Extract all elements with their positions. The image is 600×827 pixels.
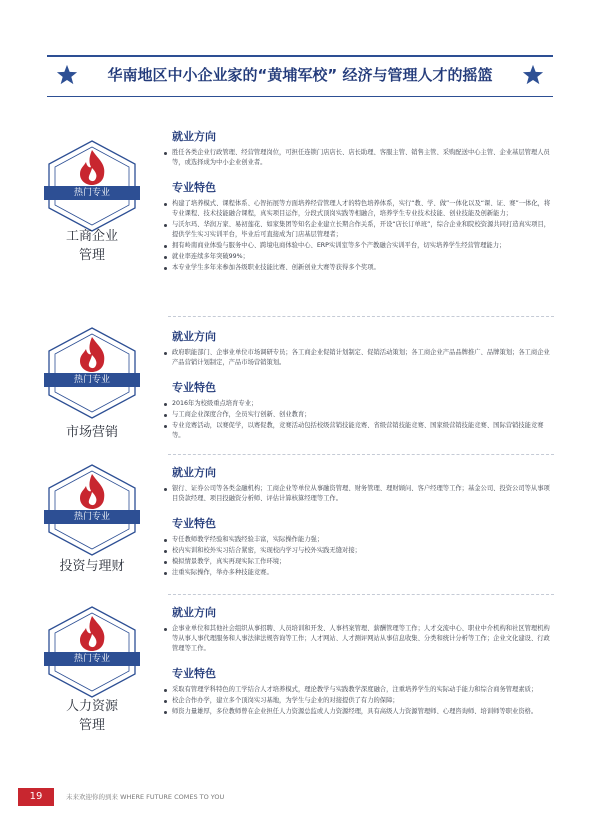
major-badge <box>44 138 140 234</box>
major-name-line: 管理 <box>78 248 105 263</box>
major-name <box>40 697 144 735</box>
header-rule-top <box>47 55 553 57</box>
major-name <box>40 423 144 442</box>
feature-list <box>162 685 554 717</box>
list-item: 与沃尔玛、华润万家、易初莲花、如家集团等知名企业建立长期合作关系，开设“店长订单班”，综合企业和院校资源共同打造真实项目，提供学生实习实训平台，毕业后可直接成为门店基层管理者； <box>162 220 554 240</box>
star-icon <box>56 64 78 86</box>
badge-label: 热门专业 <box>73 375 110 385</box>
major-name-line: 人力资源 <box>65 699 118 714</box>
list-item: 模拟情景教学，真实再现实际工作环境； <box>162 557 554 567</box>
header-rule-bottom <box>47 96 553 97</box>
list-item: 银行、证券公司等各类金融机构；工商企业等单位从事融资管理、财务管理、理财顾问、客户经理等工作；基金公司、投资公司等从事项目贷款经理、项目投融资分析师、评估计算核算经理等工作。 <box>162 484 554 504</box>
shield-badge-icon <box>44 462 140 558</box>
feature-list <box>162 199 554 273</box>
major-name-line: 市场营销 <box>65 425 118 440</box>
major-name <box>40 557 144 576</box>
feature-heading: 专业特色 <box>172 517 216 530</box>
career-heading: 就业方向 <box>172 130 216 143</box>
major-name <box>40 227 144 265</box>
feature-list <box>162 399 554 441</box>
major-name-line: 投资与理财 <box>59 559 125 574</box>
badge-label: 热门专业 <box>73 512 110 522</box>
major-badge <box>44 604 140 700</box>
badge-label: 热门专业 <box>73 188 110 198</box>
list-item: 2016年为校级重点培育专业； <box>162 399 554 409</box>
career-list <box>162 624 554 654</box>
list-item: 校内实训和校外实习结合紧密，实现校内学习与校外实践无缝对接； <box>162 546 554 556</box>
page-number: 19 <box>18 788 54 806</box>
page-title: 华南地区中小企业家的“黄埔军校” 经济与管理人才的摇篮 <box>107 66 493 84</box>
feature-heading: 专业特色 <box>172 667 216 680</box>
list-item: 注重实际操作，举办多种技能竞赛。 <box>162 568 554 578</box>
feature-heading: 专业特色 <box>172 381 216 394</box>
list-item: 校企合作办学，建立多个顶岗实习基地，为学生与企业的对接提供了有力的保障； <box>162 696 554 706</box>
career-heading: 就业方向 <box>172 466 216 479</box>
career-heading: 就业方向 <box>172 606 216 619</box>
major-name-line: 工商企业 <box>65 229 118 244</box>
section-content <box>162 466 554 579</box>
major-badge <box>44 462 140 558</box>
list-item: 构建了培养模式、课程体系、心智拓展等方面培养经营管理人才的特色培养体系，实行“教、学、做”一体化以及“课、证、赛”一体化，将专业课程、技术技能融合课程，真实项目运作，分段式顶岗实践等相融合，培养学生专业技术技能、创业技能及创新能力； <box>162 199 554 219</box>
shield-badge-icon <box>44 138 140 234</box>
section-content <box>162 606 554 718</box>
list-item: 师资力量雄厚，多位教师曾在企业担任人力资源总监或人力资源经理，具有高级人力资源管理师、心理咨询师、培训师等职业资格。 <box>162 707 554 717</box>
section-divider <box>168 316 554 317</box>
career-heading: 就业方向 <box>172 330 216 343</box>
career-list <box>162 348 554 368</box>
shield-badge-icon <box>44 604 140 700</box>
star-icon <box>522 64 544 86</box>
list-item: 专业竞赛活动，以赛促学，以赛促教，竞赛活动包括校级营销技能竞赛、省级营销技能竞赛、国家级营销技能竞赛、国际营销技能竞赛等。 <box>162 421 554 441</box>
section-divider <box>168 594 554 595</box>
major-badge <box>44 325 140 421</box>
career-list <box>162 484 554 504</box>
list-item: 胜任各类企业行政管理、经营管理岗位，可担任连锁门店店长、店长助理、客服主管、销售主管、采购配送中心主管、企业基层管理人员等，或选择成为中小企业创业者。 <box>162 148 554 168</box>
list-item: 与工商企业深度合作，全员实行创新、创业教育； <box>162 410 554 420</box>
feature-list <box>162 535 554 578</box>
badge-label: 热门专业 <box>73 654 110 664</box>
section-content <box>162 130 554 274</box>
shield-badge-icon <box>44 325 140 421</box>
list-item: 专任教师教学经验和实践经验丰富，实际操作能力强； <box>162 535 554 545</box>
list-item: 企事业单位和其他社会组织从事招聘、人员培训和开发、人事档案管理、薪酬管理等工作；人才交流中心、职业中介机构和社区管理机构等从事人事代理服务和人事法律法规咨询等工作；人才网站、人才测评网站从事信息收集、分类和统计分析等工作；企业文化建设、行政管理等工作。 <box>162 624 554 654</box>
feature-heading: 专业特色 <box>172 181 216 194</box>
major-name-line: 管理 <box>78 718 105 733</box>
list-item: 拥有岭南商业体验与服务中心、跨境电商体验中心、ERP实训室等多个产教融合实训平台，切实培养学生经营管理能力； <box>162 241 554 251</box>
section-content <box>162 330 554 442</box>
list-item: 就业率连续多年突破99%； <box>162 252 554 262</box>
footer-slogan: 未来欢迎你的到来 WHERE FUTURE COMES TO YOU <box>66 793 225 801</box>
list-item: 本专业学生多年来参加各级职业技能比赛、创新创业大赛等获得多个奖项。 <box>162 263 554 273</box>
section-divider <box>168 454 554 455</box>
list-item: 政府职能部门、企事业单位市场调研专员；各工商企业促销计划制定、促销活动策划；各工商企业产品品牌推广、品牌策划；各工商企业产品营销计划制定，产品市场营销策划。 <box>162 348 554 368</box>
list-item: 采取有管理学科特色的工学结合人才培养模式，理论教学与实践教学深度融合，注重培养学生的实际动手能力和综合商务管理素质； <box>162 685 554 695</box>
career-list <box>162 148 554 168</box>
